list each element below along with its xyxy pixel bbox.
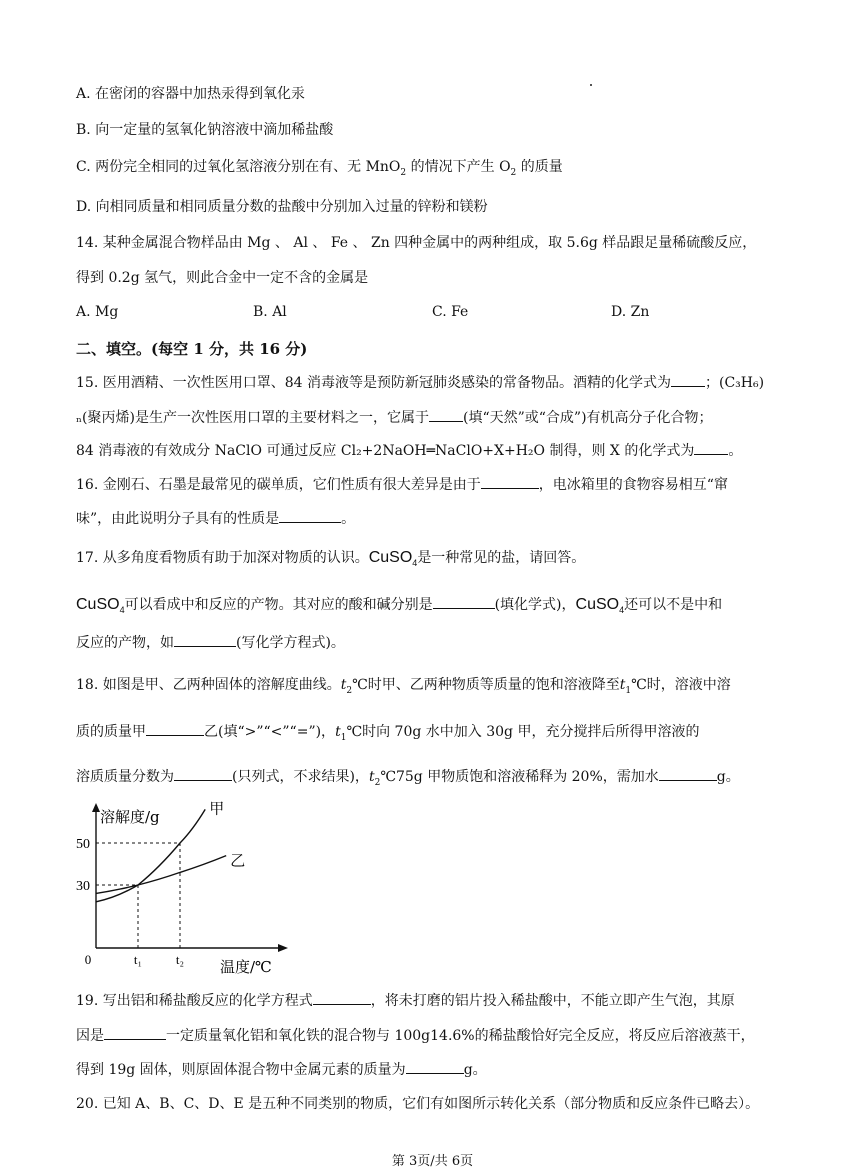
q15-line2: ₙ(聚丙烯)是生产一次性医用口罩的主要材料之一，它属于 (填“天然”或“合成”)有机高分子化合物； [76, 407, 713, 428]
q15-line1: 15. 医用酒精、一次性医用口罩、84 消毒液等是预防新冠肺炎感染的常备物品。酒精的化学式为 ；(C₃H₆) [76, 372, 764, 393]
q18-line2: 质的质量甲 乙(填“>”“<”“=”)，$t_1℃$时向 70g 水中加入 30g 甲，充分搅拌后所得甲溶液的 [76, 721, 699, 748]
q17-line2: CuSO$_4$可以看成中和反应的产物。其对应的酸和碱分别是 (填化学式)，CuSO$_4$还可以不是中和 [76, 596, 723, 616]
y-axis-label: 溶解度/g [100, 808, 160, 826]
q19-line2: 因是 一定质量氧化铝和氧化铁的混合物与 100g14.6%的稀盐酸恰好完全反应，将反应后溶液蒸干， [76, 1025, 755, 1046]
q13-option-d: D. 向相同质量和相同质量分数的盐酸中分别加入过量的锌粉和镁粉 [76, 199, 488, 215]
q13-option-c-text: C. 两份完全相同的过氧化氢溶液分别在有、无 [76, 159, 362, 175]
q19-blank-1 [313, 990, 371, 1005]
y-tick-label-50: 50 [76, 837, 90, 852]
q16-blank-2 [279, 508, 341, 523]
origin-label: 0 [84, 952, 92, 967]
mno2-formula: MnO$_2$ [365, 159, 407, 178]
series-curve-yi [96, 856, 226, 894]
q13-option-b: B. 向一定量的氢氧化钠溶液中滴加稀盐酸 [76, 122, 334, 138]
q18-blank-1 [146, 721, 204, 736]
q17-line1: 17. 从多角度看物质有助于加深对物质的认识。CuSO$_4$是一种常见的盐，请回答。 [76, 549, 586, 569]
series-label-yi: 乙 [230, 851, 246, 870]
q14-stem-line1: 14. 某种金属混合物样品由 Mg 、 Al 、 Fe 、 Zn 四种金属中的两种组成，取 5.6g 样品跟足量稀硫酸反应， [76, 235, 757, 251]
q13-option-c-text2: 的情况下产生 [410, 159, 495, 175]
q19-line1: 19. 写出铝和稀盐酸反应的化学方程式 ，将未打磨的铝片投入稀盐酸中，不能立即产生气泡，其原 [76, 990, 735, 1011]
q20-line1: 20. 已知 A、B、C、D、E 是五种不同类别的物质，它们有如图所示转化关系（部分物质和反应条件已略去）。 [76, 1096, 760, 1112]
x-tick-label-2: t₂ [175, 952, 185, 967]
q13-option-c [76, 157, 563, 183]
o2-formula: $O_2$ [499, 159, 517, 178]
q16-line2: 味”，由此说明分子具有的性质是 。 [76, 508, 355, 529]
q19-blank-3 [406, 1059, 464, 1074]
q16-blank-1 [481, 474, 539, 489]
q15-blank-2 [429, 407, 463, 422]
q14-option-d: D. Zn [611, 304, 650, 320]
q19-blank-2 [104, 1025, 166, 1040]
x-axis-label: 温度/℃ [220, 958, 272, 976]
q14-option-a: A. Mg [76, 304, 119, 320]
solubility-chart [60, 800, 290, 980]
y-tick-label-30: 30 [76, 879, 90, 894]
q15-blank-1 [671, 372, 705, 387]
q14-option-b: B. Al [253, 304, 287, 320]
x-axis-arrow [278, 944, 288, 952]
q16-line1: 16. 金刚石、石墨是最常见的碳单质，它们性质有很大差异是由于 ，电冰箱里的食物容易相互“窜 [76, 474, 728, 495]
q19-line3: 得到 19g 固体，则原固体混合物中金属元素的质量为 g。 [76, 1059, 487, 1080]
page-footer: 第 3页/共 6页 [391, 1154, 474, 1169]
q17-blank-1 [433, 594, 495, 609]
q14-stem-line2: 得到 0.2g 氢气，则此合金中一定不含的金属是 [76, 270, 369, 286]
section-heading: 二、填空。(每空 1 分，共 16 分) [76, 340, 308, 358]
y-axis-arrow [92, 803, 100, 812]
scan-speck [590, 84, 592, 86]
q18-blank-3 [659, 766, 717, 781]
x-tick-label-1: t₁ [133, 952, 143, 967]
q18-blank-2 [174, 766, 232, 781]
q15-line3: 84 消毒液的有效成分 NaClO 可通过反应 Cl₂+2NaOH═NaClO+X+H₂O 制得，则 X 的化学式为 。 [76, 440, 742, 461]
q18-line1: 18. 如图是甲、乙两种固体的溶解度曲线。$t_2℃$时甲、乙两种物质等质量的饱和溶液降至$t_1℃$时，溶液中溶 [76, 677, 731, 696]
q18-line3: 溶质质量分数为 (只列式，不求结果)，$t_2℃75g$ 甲物质饱和溶液稀释为 20%，需加水 g。 [76, 766, 740, 793]
q13-option-a: A. 在密闭的容器中加热汞得到氧化汞 [76, 86, 306, 102]
q17-line3: 反应的产物，如 (写化学方程式)。 [76, 632, 345, 653]
q13-option-c-text3: 的质量 [520, 159, 563, 175]
q15-blank-3 [694, 440, 728, 455]
series-label-jia: 甲 [209, 800, 225, 818]
q17-blank-2 [174, 632, 236, 647]
q14-option-c: C. Fe [432, 304, 469, 320]
